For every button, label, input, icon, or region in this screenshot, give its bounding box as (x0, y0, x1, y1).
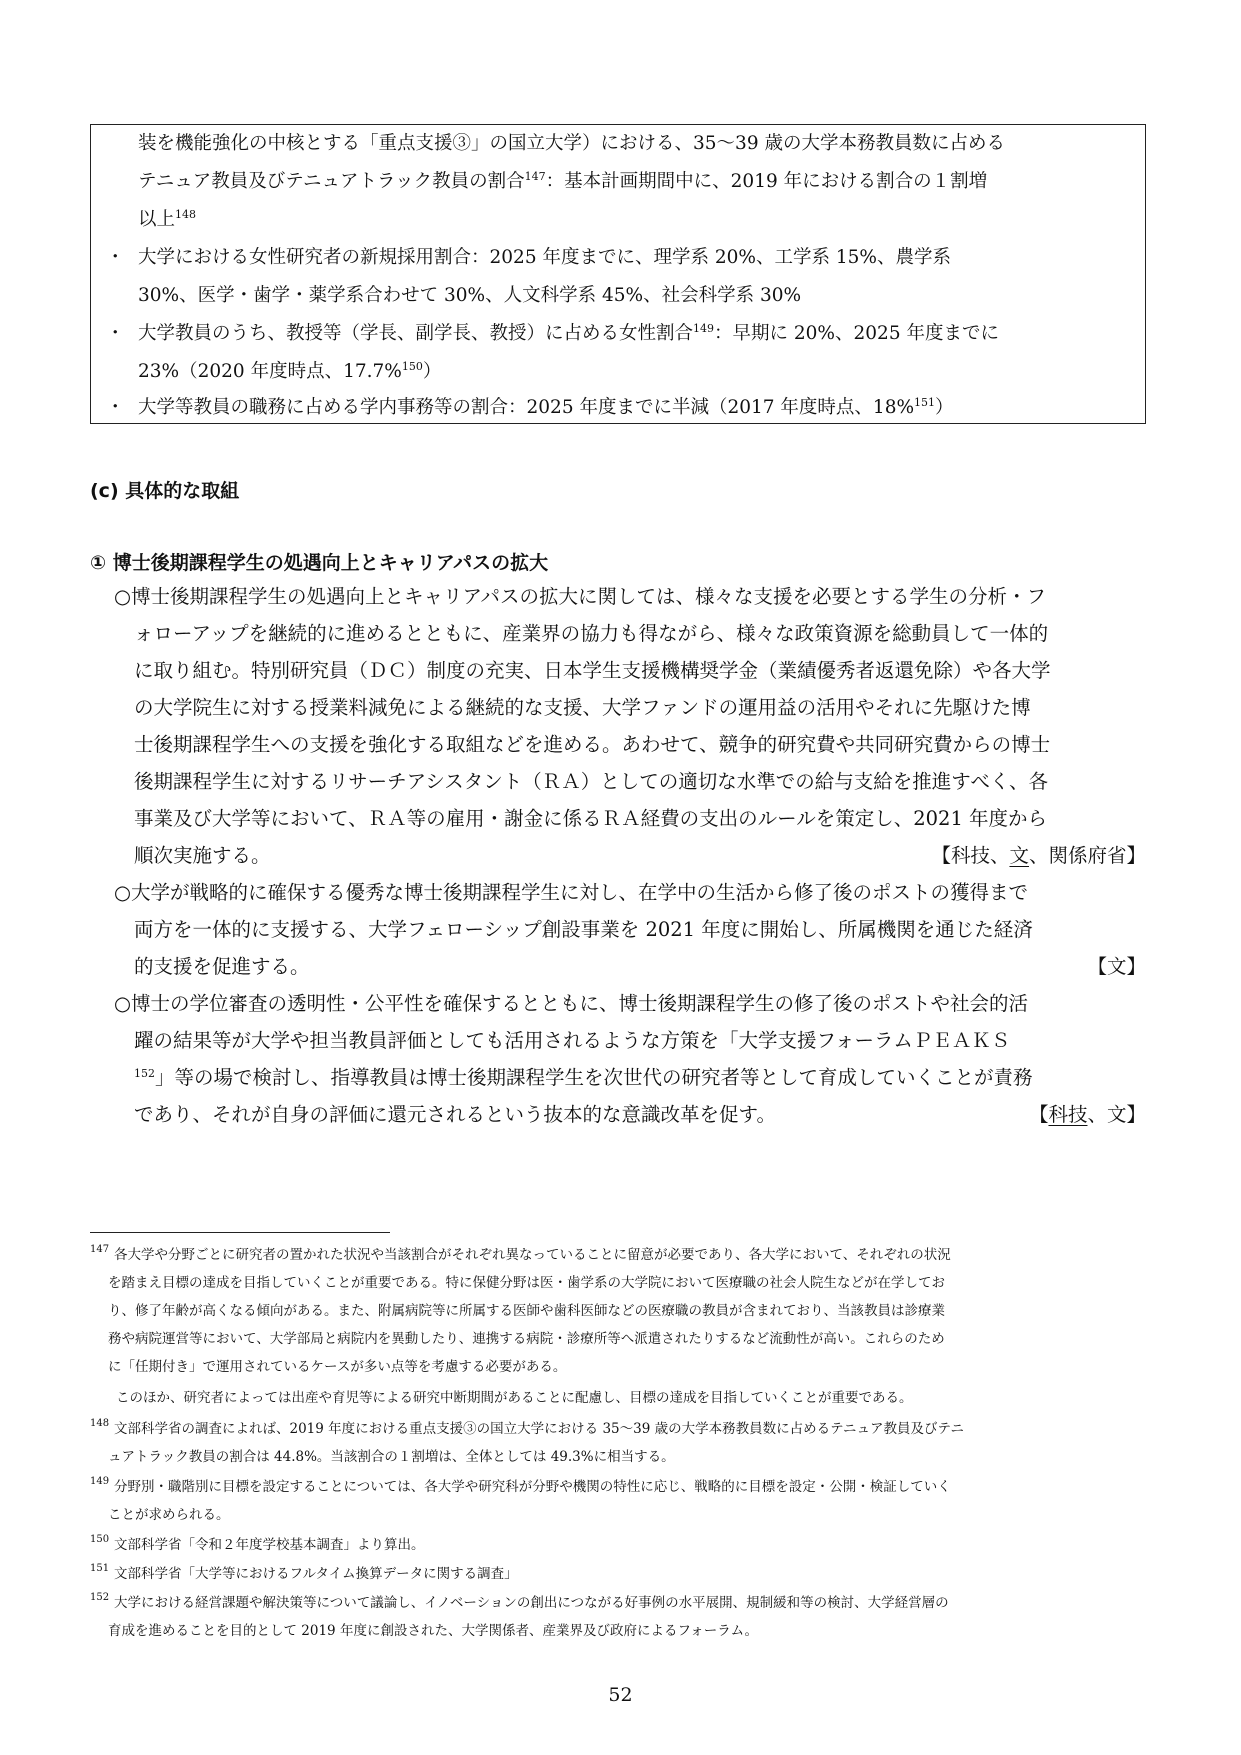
footnote-number: 150 (90, 1534, 110, 1545)
box-line: 大学等教員の職務に占める学内事務等の割合：2025 年度までに半減（2017 年度時点、18%$^{151}$） (138, 396, 954, 418)
box-line: 大学教員のうち、教授等（学長、副学長、教授）に占める女性割合$^{149}$：早期に 20%、2025 年度までに (138, 322, 999, 344)
section-heading: (c) 具体的な取組 (90, 480, 240, 502)
box-line: 装を機能強化の中核とする「重点支援③」の国立大学）における、35～39 歳の大学本務教員数に占める (138, 133, 1005, 154)
paragraph-line: であり、それが自身の評価に還元されるという抜本的な意識改革を促す。 (134, 1103, 776, 1126)
paragraph-line: の大学院生に対する授業料減免による継続的な支援、大学ファンドの運用益の活用やそれに先駆けた博 (134, 696, 1031, 719)
paragraph-line: 的支援を促進する。 (134, 955, 310, 978)
box-line: テニュア教員及びテニュアトラック教員の割合$^{147}$：基本計画期間中に、2019 年における割合の１割増 (138, 170, 988, 192)
ministry-attribution: 【文】 (1087, 955, 1146, 978)
paragraph-line: 躍の結果等が大学や担当教員評価としても活用されるような方策を「大学支援フォーラムＰＥＡＫＳ (134, 1029, 1011, 1052)
paragraph-line: ォローアップを継続的に進めるとともに、産業界の協力も得ながら、様々な政策資源を総動員して一体的 (134, 622, 1049, 645)
footnote-number: 151 (90, 1563, 110, 1574)
bullet-mark: ・ (106, 397, 125, 418)
ministry-attribution: 【科技、文】 (1028, 1103, 1146, 1126)
paragraph-line: 士後期課程学生への支援を強化する取組などを進める。あわせて、競争的研究費や共同研究費からの博士 (134, 733, 1051, 756)
bullet-mark: ・ (106, 323, 125, 344)
footnote-line: 文部科学省「大学等におけるフルタイム換算データに関する調査」 (114, 1566, 518, 1582)
footnote-line: 文部科学省の調査によれば、2019 年度における重点支援③の国立大学における 35～39 歳の大学本務教員数に占めるテニュア教員及びテニ (114, 1421, 965, 1437)
paragraph-line: ○博士後期課程学生の処遇向上とキャリアパスの拡大に関しては、様々な支援を必要とする学生の分析・フ (114, 585, 1046, 608)
footnote-ref[interactable]: 149 (693, 322, 715, 335)
box-line: 大学における女性研究者の新規採用割合：2025 年度までに、理学系 20%、工学系 15%、農学系 (138, 247, 951, 268)
footnote-line: 文部科学省「令和２年度学校基本調査」より算出。 (114, 1537, 425, 1553)
footnote-ref[interactable]: 150 (401, 360, 423, 373)
paragraph-line: ○博士の学位審査の透明性・公平性を確保するとともに、博士後期課程学生の修了後のポストや社会的活 (114, 992, 1029, 1015)
ministry-attribution: 【科技、文、関係府省】 (931, 844, 1146, 867)
paragraph-line: に取り組む。特別研究員（ＤＣ）制度の充実、日本学生支援機構奨学金（業績優秀者返還免除）や各大学 (134, 659, 1051, 682)
paragraph-line: 事業及び大学等において、ＲＡ等の雇用・謝金に係るＲＡ経費の支出のルールを策定し、2021 年度から (134, 807, 1048, 830)
footnote-line: ュアトラック教員の割合は 44.8%。当該割合の１割増は、全体としては 49.3%に相当する。 (108, 1449, 675, 1465)
paragraph-line: 両方を一体的に支援する、大学フェローシップ創設事業を 2021 年度に開始し、所属機関を通じた経済 (134, 918, 1033, 941)
footnote-line: に「任期付き」で運用されているケースが多い点等を考慮する必要がある。 (108, 1359, 567, 1375)
footnote-ref[interactable]: 147 (524, 170, 546, 183)
footnote-ref[interactable]: 151 (914, 396, 936, 409)
footnote-line: り、修了年齢が高くなる傾向がある。また、附属病院等に所属する医師や歯科医師などの医療職の教員が含まれており、当該教員は診療業 (108, 1303, 945, 1319)
footnote-line: このほか、研究者によっては出産や育児等による研究中断期間があることに配慮し、目標の達成を目指していくことが重要である。 (116, 1390, 913, 1406)
footnote-number: 149 (90, 1476, 110, 1487)
footnote-line: 育成を進めることを目的として 2019 年度に創設された、大学関係者、産業界及び政府によるフォーラム。 (108, 1623, 759, 1639)
footnote-line: ことが求められる。 (108, 1507, 230, 1523)
footnote-number: 147 (90, 1244, 110, 1255)
bullet-mark: ・ (106, 247, 125, 268)
paragraph-line: $^{152}$」等の場で検討し、指導教員は博士後期課程学生を次世代の研究者等として育成していくことが責務 (134, 1066, 1033, 1089)
box-line: 30%、医学・歯学・薬学系合わせて 30%、人文科学系 45%、社会科学系 30% (138, 285, 802, 306)
footnote-line: を踏まえ目標の達成を目指していくことが重要である。特に保健分野は医・歯学系の大学院において医療職の社会人院生などが在学してお (108, 1275, 945, 1291)
paragraph-line: ○大学が戦略的に確保する優秀な博士後期課程学生に対し、在学中の生活から修了後のポストの獲得まで (114, 881, 1029, 904)
footnote-ref[interactable]: 148 (175, 208, 197, 221)
footnote-line: 大学における経営課題や解決策等について議論し、イノベーションの創出につながる好事例の水平展開、規制緩和等の検討、大学経営層の (114, 1595, 949, 1611)
paragraph-line: 後期課程学生に対するリサーチアシスタント（ＲＡ）としての適切な水準での給与支給を推進すべく、各 (134, 770, 1048, 793)
box-line: 以上$^{148}$ (138, 208, 197, 230)
paragraph-line: 順次実施する。 (134, 844, 271, 867)
footnote-line: 各大学や分野ごとに研究者の置かれた状況や当該割合がそれぞれ異なっていることに留意が必要であり、各大学において、それぞれの状況 (114, 1247, 951, 1263)
footnote-line: 務や病院運営等において、大学部局と病院内を異動したり、連携する病院・診療所等へ派遣されたりするなど流動性が高い。これらのため (108, 1331, 945, 1347)
footnote-number: 152 (90, 1592, 110, 1603)
footnote-separator (90, 1232, 390, 1233)
footnote-number: 148 (90, 1418, 110, 1429)
box-line: 23%（2020 年度時点、17.7%$^{150}$） (138, 360, 442, 382)
subsection-heading: ① 博士後期課程学生の処遇向上とキャリアパスの拡大 (90, 552, 549, 574)
footnote-line: 分野別・職階別に目標を設定することについては、各大学や研究科が分野や機関の特性に応じ、戦略的に目標を設定・公開・検証していく (114, 1479, 951, 1495)
page-number: 52 (608, 1684, 633, 1706)
footnote-ref[interactable]: 152 (134, 1067, 155, 1080)
